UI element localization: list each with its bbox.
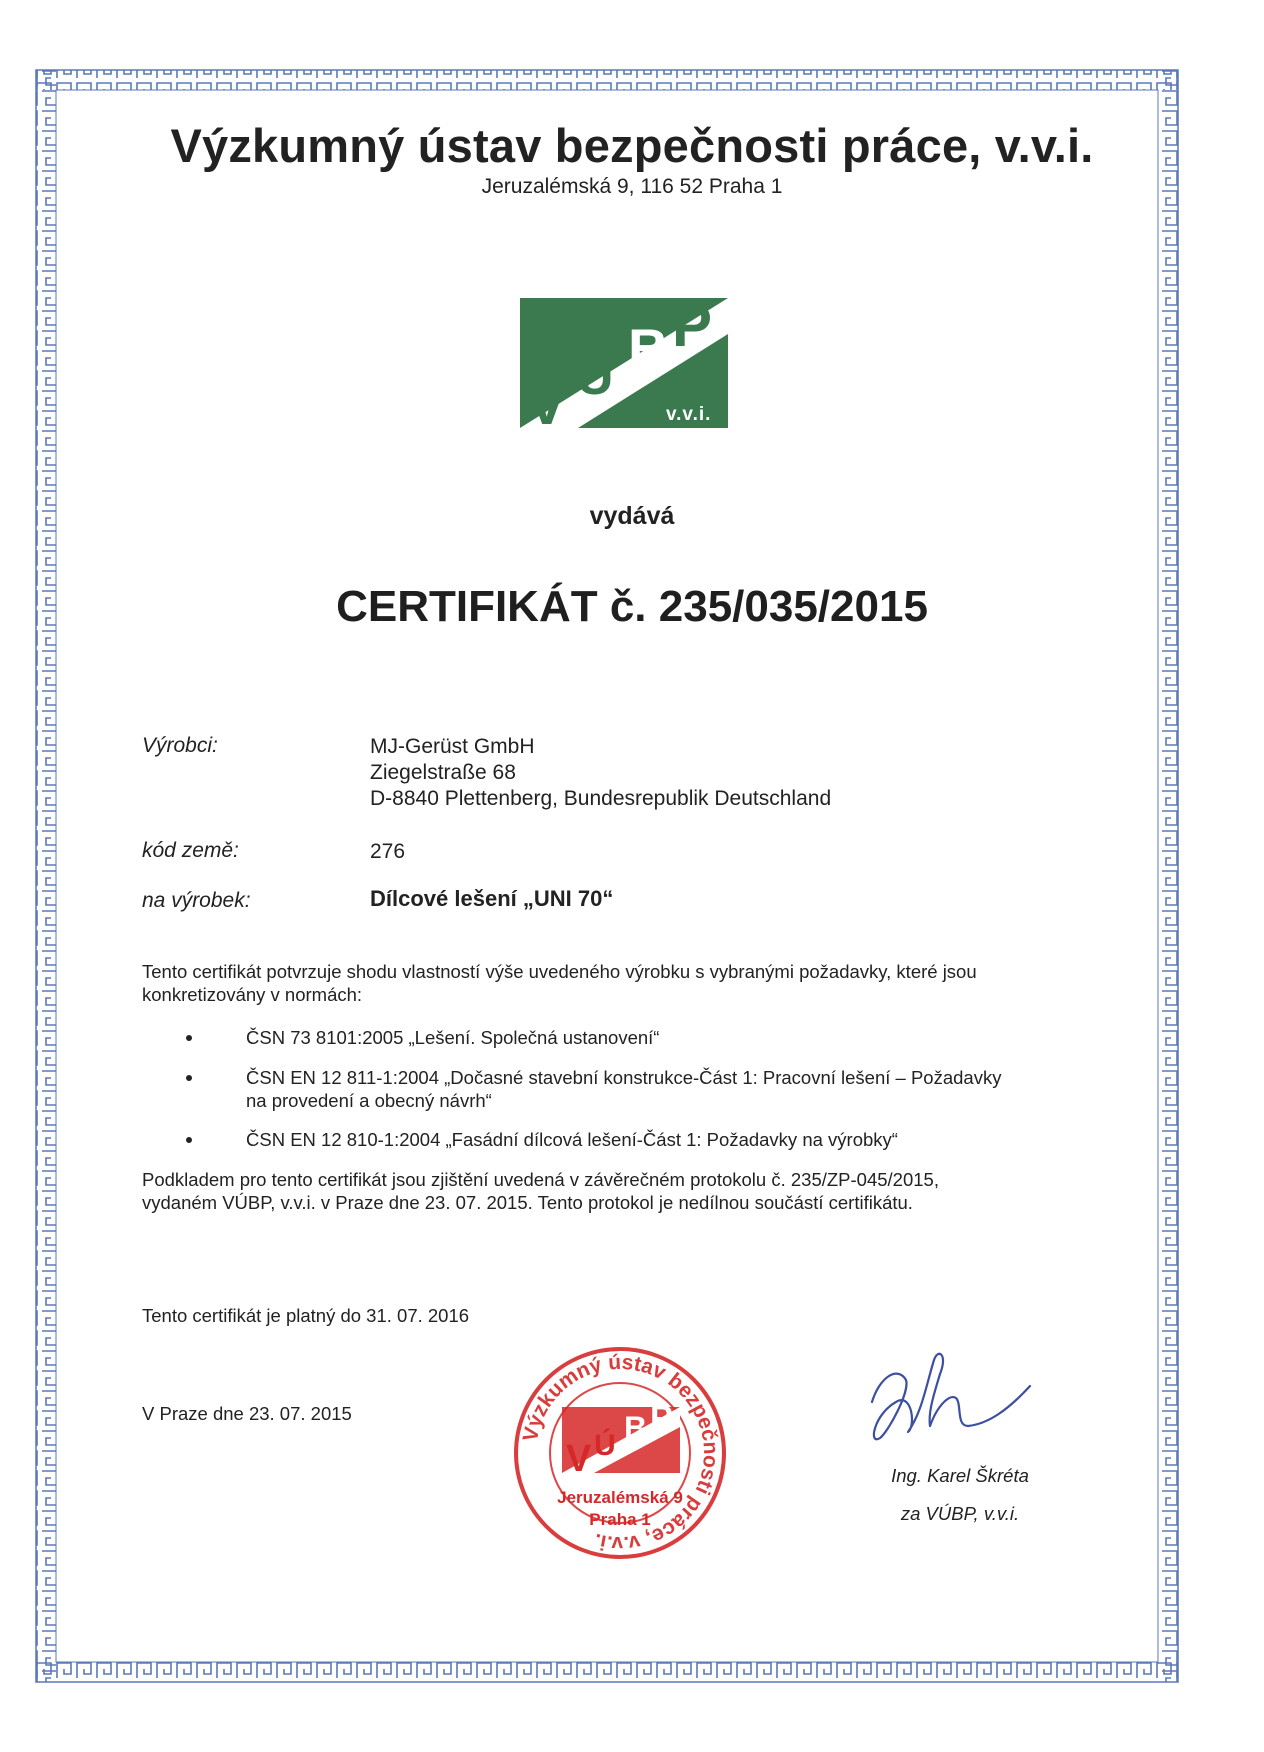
country-code-label: kód země: — [142, 839, 239, 862]
svg-text:P: P — [650, 1399, 673, 1437]
intro-line: Tento certifikát potvrzuje shodu vlastností výše uvedeného výrobku s vybranými požadavky, které jsou — [142, 961, 977, 982]
stamp-address-line1: Jeruzalémská 9 — [557, 1488, 683, 1507]
svg-text:Ú: Ú — [594, 1429, 616, 1462]
signer-name: Ing. Karel Škréta — [891, 1465, 1029, 1486]
manufacturer-label: Výrobci: — [142, 734, 218, 757]
certificate-title: CERTIFIKÁT č. 235/035/2015 — [336, 582, 928, 631]
svg-text:v.v.i.: v.v.i. — [666, 404, 712, 425]
svg-text:B: B — [628, 317, 669, 380]
svg-text:Ú: Ú — [576, 348, 614, 406]
bullet-icon — [186, 1075, 192, 1081]
product-label: na výrobek: — [142, 889, 251, 912]
institution-name: Výzkumný ústav bezpečnosti práce, v.v.i. — [170, 119, 1094, 172]
official-stamp — [510, 1343, 730, 1563]
stamp-address-line2: Praha 1 — [589, 1510, 651, 1529]
svg-text:B: B — [624, 1410, 648, 1446]
svg-text:V: V — [526, 369, 568, 430]
svg-text:P: P — [672, 296, 713, 359]
signer-role: za VÚBP, v.v.i. — [900, 1503, 1020, 1524]
stamp-ring-text: Výzkumný ústav bezpečnosti práce, v.v.i. — [518, 1350, 723, 1556]
vubp-logo — [520, 296, 730, 430]
bullet-icon — [186, 1035, 192, 1041]
intro-text — [142, 960, 1142, 1006]
validity-text: Tento certifikát je platný do 31. 07. 2016 — [142, 1305, 470, 1326]
basis-line: vydaném VÚBP, v.v.i. v Praze dne 23. 07. 2015. Tento protokol je nedílnou součástí certifikátu. — [142, 1192, 913, 1213]
basis-line: Podkladem pro tento certifikát jsou zjištění uvedená v závěrečném protokolu č. 235/ZP-045/2015, — [142, 1169, 939, 1190]
manufacturer-name: MJ-Gerüst GmbH — [370, 735, 535, 758]
manufacturer-city: D-8840 Plettenberg, Bundesrepublik Deutschland — [370, 787, 832, 810]
intro-line: konkretizovány v normách: — [142, 984, 363, 1005]
place-date: V Praze dne 23. 07. 2015 — [142, 1403, 352, 1424]
svg-text:V: V — [566, 1438, 592, 1480]
manufacturer-value — [370, 734, 831, 812]
manufacturer-street: Ziegelstraße 68 — [370, 761, 516, 784]
basis-text — [142, 1168, 1142, 1214]
bullet-icon — [186, 1137, 192, 1143]
signature — [858, 1340, 1048, 1450]
institution-address: Jeruzalémská 9, 116 52 Praha 1 — [481, 175, 783, 198]
product-value: Dílcové lešení „UNI 70“ — [370, 886, 614, 911]
country-code-value: 276 — [370, 840, 406, 863]
certificate-page: Výzkumný ústav bezpečnosti práce, v.v.i. Jeruzalémská 9, 116 52 Praha 1 V Ú B P v.v.i. vydává CERTIFIKÁT č. 235/035/2015 Výrobci: MJ-Gerüst GmbH Ziegelstraße 68 D-8840 Plettenberg, Bundesrepublik Deutschland kód země: 276 na výrobek: Dílcové lešení „UNI 70“ Tento certifikát potvrzuje shodu vlastností výše uvedeného výrobku s vybranými požadavky, které jsou konkretizovány v normách: ČSN 73 8101:2005 „Lešení. Společná ustanovení“ ČSN EN 12 811-1:2004 „Dočasné stavební konstrukce-Část 1: Pracovní lešení – Požadavky na provedení a obecný návrh“ ČSN EN 12 810-1:2004 „Fasádní dílcová lešení-Část 1: Požadavky na výrobky“ Podkladem pro tento certifikát jsou zjištění uvedená v závěrečném protokolu č. 235/ZP-045/2015, vydaném VÚBP, v.v.i. v Praze dne 23. 07. 2015. Tento protokol je nedílnou součástí certifikátu. Tento certifikát je platný do 31. 07. 2016 V Praze dne 23. 07. 2015 Výzkumný ústav bezpečnosti práce, v.v.i. V Ú B P Jeruzalémská 9 Praha 1 Ing. Karel Škréta za VÚBP, v.v.i. — [0, 0, 1264, 1752]
issues-label: vydává — [589, 502, 675, 530]
